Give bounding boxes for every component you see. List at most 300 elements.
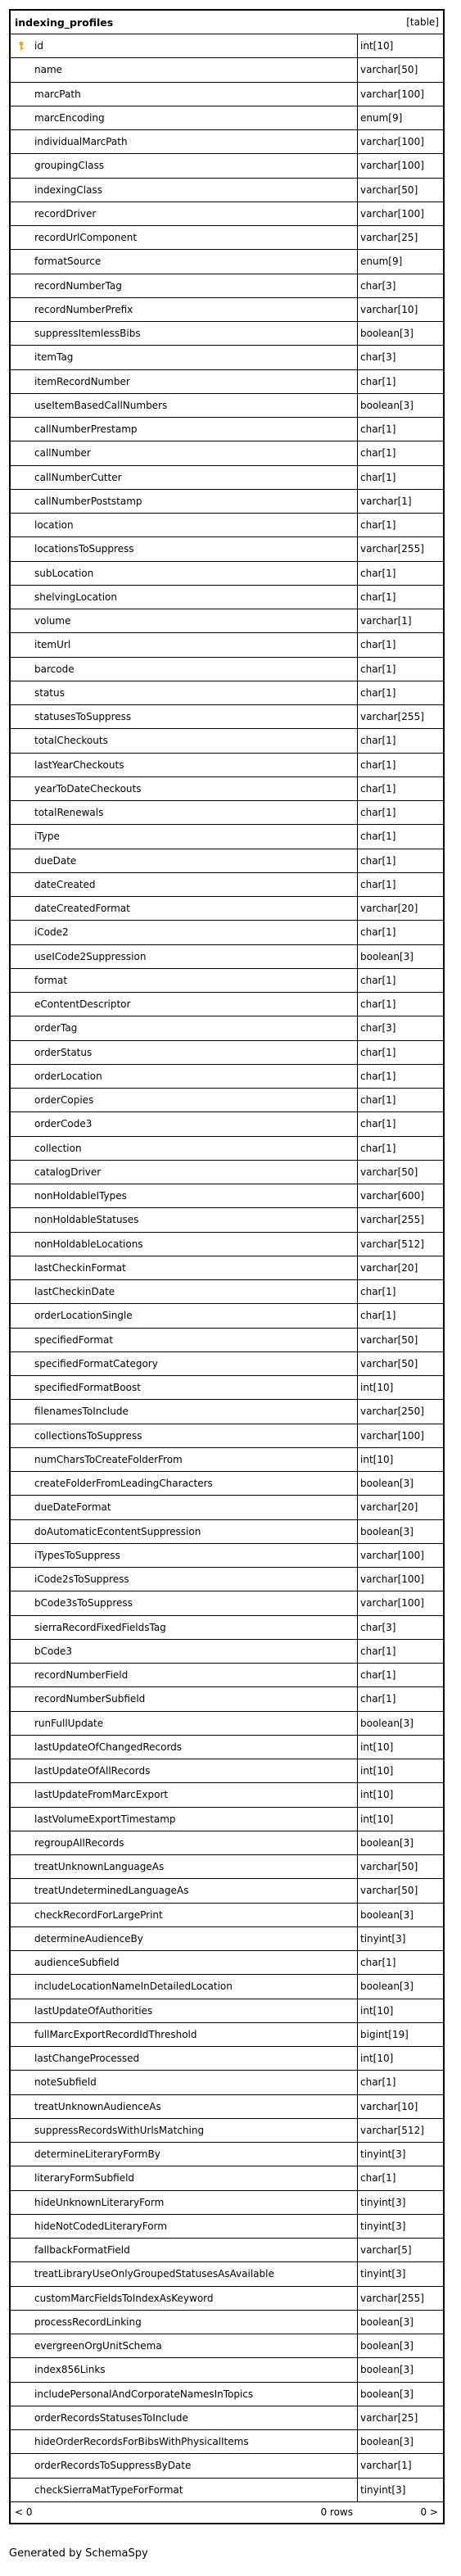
table-row bbox=[11, 609, 443, 632]
column-name-cell bbox=[11, 633, 358, 656]
column-type: bigint[19] bbox=[360, 2028, 409, 2040]
table-row bbox=[11, 2214, 443, 2238]
column-name-cell bbox=[11, 2143, 358, 2166]
column-name-cell bbox=[11, 2095, 358, 2118]
column-type: char[1] bbox=[360, 1046, 396, 1058]
table-row bbox=[11, 1471, 443, 1495]
column-name: formatSource bbox=[34, 256, 102, 268]
column-type: char[1] bbox=[360, 735, 396, 747]
column-type: varchar[100] bbox=[360, 1597, 424, 1609]
table-row bbox=[11, 1711, 443, 1735]
column-name-cell bbox=[11, 1927, 358, 1950]
table-row bbox=[11, 1639, 443, 1663]
table-row bbox=[11, 1974, 443, 1998]
column-type: varchar[1] bbox=[360, 615, 412, 627]
column-type: varchar[100] bbox=[360, 1549, 424, 1561]
column-name-cell bbox=[11, 2406, 358, 2429]
column-name-cell bbox=[11, 202, 358, 225]
column-name: literaryFormSubfield bbox=[34, 2172, 135, 2184]
table-row bbox=[11, 1088, 443, 1111]
table-row bbox=[11, 753, 443, 776]
column-type: char[3] bbox=[360, 279, 396, 292]
column-type: boolean[3] bbox=[360, 328, 414, 340]
table-row bbox=[11, 82, 443, 106]
column-name: audienceSubfield bbox=[34, 1957, 120, 1969]
column-name: dueDateFormat bbox=[34, 1501, 111, 1514]
column-name-cell bbox=[11, 1591, 358, 1614]
column-type: char[3] bbox=[360, 351, 396, 364]
table-row bbox=[11, 1447, 443, 1471]
column-name-cell bbox=[11, 130, 358, 153]
column-name: collection bbox=[34, 1142, 82, 1154]
column-name-cell bbox=[11, 705, 358, 728]
footer-left-cell bbox=[11, 2502, 358, 2523]
table-row bbox=[11, 1064, 443, 1088]
table-row bbox=[11, 274, 443, 297]
column-type: char[1] bbox=[360, 2076, 396, 2089]
column-type: boolean[3] bbox=[360, 1836, 414, 1849]
column-name-cell bbox=[11, 2383, 358, 2406]
generated-by-note: Generated by SchemaSpy bbox=[9, 2547, 148, 2560]
column-type: varchar[100] bbox=[360, 207, 424, 220]
column-name: lastUpdateFromMarcExport bbox=[34, 1789, 169, 1801]
column-name-cell bbox=[11, 1879, 358, 1902]
column-name: lastChangeProcessed bbox=[34, 2053, 140, 2065]
column-type: tinyint[3] bbox=[360, 2220, 406, 2232]
column-name-cell bbox=[11, 2023, 358, 2046]
column-name-cell bbox=[11, 1759, 358, 1782]
column-type: varchar[100] bbox=[360, 136, 424, 148]
table-row bbox=[11, 489, 443, 513]
column-name: runFullUpdate bbox=[34, 1717, 104, 1729]
table-row bbox=[11, 1424, 443, 1447]
table-row bbox=[11, 2406, 443, 2429]
column-name: individualMarcPath bbox=[34, 136, 128, 148]
column-type: boolean[3] bbox=[360, 2364, 414, 2376]
column-name: useItemBasedCallNumbers bbox=[34, 399, 168, 411]
column-type: varchar[50] bbox=[360, 1885, 418, 1897]
column-type: boolean[3] bbox=[360, 1908, 414, 1921]
column-type: varchar[50] bbox=[360, 64, 418, 76]
column-name: evergreenOrgUnitSchema bbox=[34, 2340, 162, 2352]
column-name-cell bbox=[11, 2334, 358, 2357]
column-name: lastUpdateOfChangedRecords bbox=[34, 1741, 183, 1753]
table-row bbox=[11, 1543, 443, 1567]
column-type: varchar[255] bbox=[360, 2292, 424, 2304]
table-row bbox=[11, 1567, 443, 1591]
prev-link[interactable]: < 0 bbox=[15, 2506, 33, 2519]
column-name: lastUpdateOfAllRecords bbox=[34, 1765, 151, 1777]
column-type: enum[9] bbox=[360, 111, 403, 124]
column-name-cell bbox=[11, 562, 358, 585]
next-link[interactable]: 0 > bbox=[420, 2506, 438, 2519]
table-row bbox=[11, 2334, 443, 2357]
table-row bbox=[11, 657, 443, 681]
column-type: char[1] bbox=[360, 998, 396, 1011]
column-type: tinyint[3] bbox=[360, 1932, 406, 1944]
column-name: orderRecordsStatusesToInclude bbox=[34, 2411, 188, 2424]
column-type: varchar[25] bbox=[360, 232, 418, 244]
column-name-cell bbox=[11, 1664, 358, 1686]
column-name-cell bbox=[11, 1016, 358, 1039]
column-name: locationsToSuppress bbox=[34, 543, 134, 555]
column-name-cell bbox=[11, 2262, 358, 2285]
table-row bbox=[11, 1328, 443, 1351]
column-name: bCode3sToSuppress bbox=[34, 1597, 133, 1609]
column-name-cell bbox=[11, 1520, 358, 1543]
column-name: dateCreatedFormat bbox=[34, 903, 130, 915]
column-name: determineAudienceBy bbox=[34, 1932, 143, 1944]
column-type: char[1] bbox=[360, 831, 396, 843]
table-row bbox=[11, 2046, 443, 2070]
column-name: collectionsToSuppress bbox=[34, 1429, 142, 1442]
column-type: char[1] bbox=[360, 782, 396, 795]
table-row bbox=[11, 1831, 443, 1854]
column-type: int[10] bbox=[360, 1453, 394, 1465]
table-row bbox=[11, 153, 443, 177]
table-row bbox=[11, 393, 443, 417]
column-type: char[1] bbox=[360, 1094, 396, 1107]
table-row bbox=[11, 369, 443, 393]
column-name-cell bbox=[11, 370, 358, 393]
column-name-cell bbox=[11, 1951, 358, 1974]
column-name: orderCode3 bbox=[34, 1118, 93, 1130]
column-type: varchar[20] bbox=[360, 903, 418, 915]
column-name: format bbox=[34, 974, 68, 986]
column-type: varchar[10] bbox=[360, 2100, 418, 2112]
column-name-cell bbox=[11, 2454, 358, 2477]
column-name: treatUnknownAudienceAs bbox=[34, 2100, 161, 2112]
column-name: iCode2sToSuppress bbox=[34, 1573, 129, 1586]
table-row bbox=[11, 1495, 443, 1519]
column-name-cell bbox=[11, 897, 358, 920]
column-type: boolean[3] bbox=[360, 2388, 414, 2400]
column-type: varchar[100] bbox=[360, 1573, 424, 1586]
column-type: char[1] bbox=[360, 974, 396, 986]
column-name: specifiedFormat bbox=[34, 1333, 114, 1346]
column-name-cell bbox=[11, 754, 358, 776]
column-name-cell bbox=[11, 945, 358, 968]
column-name: recordNumberPrefix bbox=[34, 303, 133, 315]
column-name: groupingClass bbox=[34, 160, 104, 172]
table-row bbox=[11, 2478, 443, 2501]
column-name-cell bbox=[11, 1065, 358, 1088]
column-type: varchar[100] bbox=[360, 1429, 424, 1442]
table-row bbox=[11, 321, 443, 345]
column-name-cell bbox=[11, 1808, 358, 1831]
column-name-cell bbox=[11, 729, 358, 752]
table-row bbox=[11, 1782, 443, 1806]
table-row bbox=[11, 1759, 443, 1782]
column-name: callNumberPrestamp bbox=[34, 423, 138, 436]
column-name: subLocation bbox=[34, 567, 94, 579]
table-row bbox=[11, 345, 443, 369]
column-name: lastVolumeExportTimestamp bbox=[34, 1813, 176, 1825]
column-type: varchar[255] bbox=[360, 711, 424, 723]
column-name-cell bbox=[11, 1975, 358, 1998]
column-name-cell bbox=[11, 681, 358, 704]
column-type: char[1] bbox=[360, 2172, 396, 2184]
column-name-cell bbox=[11, 346, 358, 369]
column-type: varchar[50] bbox=[360, 1166, 418, 1178]
column-name-cell bbox=[11, 1544, 358, 1567]
column-name-cell bbox=[11, 1424, 358, 1447]
column-name: treatUnknownLanguageAs bbox=[34, 1861, 165, 1873]
column-name: itemUrl bbox=[34, 639, 71, 651]
column-name: volume bbox=[34, 615, 71, 627]
column-type: char[1] bbox=[360, 1669, 396, 1682]
column-type: varchar[255] bbox=[360, 1214, 424, 1226]
column-name-cell bbox=[11, 1304, 358, 1327]
column-name: hideUnknownLiteraryForm bbox=[34, 2196, 165, 2208]
column-name-cell bbox=[11, 2047, 358, 2070]
table-row bbox=[11, 417, 443, 441]
column-name: index856Links bbox=[34, 2364, 106, 2376]
column-name-cell bbox=[11, 586, 358, 609]
column-type: int[10] bbox=[360, 1741, 394, 1753]
table-row bbox=[11, 920, 443, 944]
column-name: treatLibraryUseOnlyGroupedStatusesAsAvailable bbox=[34, 2268, 274, 2280]
column-type: int[10] bbox=[360, 2004, 394, 2017]
table-row bbox=[11, 776, 443, 800]
column-type: char[3] bbox=[360, 1621, 396, 1633]
table-row bbox=[11, 1926, 443, 1950]
table-row bbox=[11, 1686, 443, 1710]
column-type: char[1] bbox=[360, 854, 396, 867]
table-row bbox=[11, 872, 443, 896]
column-name-cell bbox=[11, 969, 358, 992]
column-name-cell bbox=[11, 537, 358, 560]
column-name: totalRenewals bbox=[34, 807, 104, 819]
column-name: orderTag bbox=[34, 1022, 78, 1034]
table-row bbox=[11, 2310, 443, 2334]
column-name: indexingClass bbox=[34, 183, 102, 196]
table-row bbox=[11, 106, 443, 129]
column-name: iCode2 bbox=[34, 926, 69, 939]
column-name-cell bbox=[11, 1448, 358, 1471]
column-type: boolean[3] bbox=[360, 2316, 414, 2328]
column-type: char[1] bbox=[360, 375, 396, 387]
column-name-cell bbox=[11, 1376, 358, 1399]
column-name: recordNumberSubfield bbox=[34, 1693, 146, 1705]
column-name-cell bbox=[11, 1616, 358, 1639]
table-row bbox=[11, 1999, 443, 2022]
table-row bbox=[11, 2261, 443, 2285]
table-row bbox=[11, 249, 443, 273]
table-row bbox=[11, 513, 443, 536]
column-name: itemRecordNumber bbox=[34, 375, 130, 387]
column-name: statusesToSuppress bbox=[34, 711, 132, 723]
column-name-cell bbox=[11, 106, 358, 129]
column-type: char[1] bbox=[360, 663, 396, 675]
column-name: name bbox=[34, 64, 63, 76]
column-name-cell bbox=[11, 2479, 358, 2501]
column-type: varchar[1] bbox=[360, 2460, 412, 2472]
column-name-cell bbox=[11, 2166, 358, 2189]
table-header bbox=[11, 11, 443, 34]
column-name-cell bbox=[11, 1112, 358, 1135]
column-name-cell bbox=[11, 849, 358, 872]
column-name-cell bbox=[11, 1855, 358, 1878]
column-type: char[1] bbox=[360, 567, 396, 579]
table-row bbox=[11, 2022, 443, 2046]
table-row bbox=[11, 2286, 443, 2310]
column-name: dueDate bbox=[34, 854, 77, 867]
column-name: nonHoldableITypes bbox=[34, 1190, 127, 1202]
column-name-cell bbox=[11, 801, 358, 824]
table-row bbox=[11, 1256, 443, 1279]
column-name-cell bbox=[11, 58, 358, 81]
column-type: varchar[20] bbox=[360, 1501, 418, 1514]
table-row bbox=[11, 849, 443, 872]
column-name-cell bbox=[11, 322, 358, 345]
table-row bbox=[11, 704, 443, 728]
column-name: orderLocation bbox=[34, 1070, 102, 1082]
column-name-cell bbox=[11, 154, 358, 177]
column-type: varchar[100] bbox=[360, 88, 424, 100]
column-name: itemTag bbox=[34, 351, 74, 364]
table-row bbox=[11, 2094, 443, 2118]
column-type: char[1] bbox=[360, 878, 396, 890]
column-name-cell bbox=[11, 1831, 358, 1854]
table-row bbox=[11, 2142, 443, 2166]
column-type: int[10] bbox=[360, 40, 394, 52]
column-name-cell bbox=[11, 83, 358, 106]
column-name-cell bbox=[11, 394, 358, 417]
column-type: tinyint[3] bbox=[360, 2148, 406, 2161]
columns-list bbox=[11, 34, 443, 2501]
table-row bbox=[11, 441, 443, 464]
column-type: int[10] bbox=[360, 2053, 394, 2065]
table-row bbox=[11, 824, 443, 848]
table-row bbox=[11, 1040, 443, 1064]
column-name-cell bbox=[11, 2287, 358, 2310]
column-name-cell bbox=[11, 1472, 358, 1495]
column-name-cell bbox=[11, 873, 358, 896]
row-count: 0 rows bbox=[320, 2506, 353, 2519]
column-name: createFolderFromLeadingCharacters bbox=[34, 1478, 213, 1490]
column-name: checkRecordForLargePrint bbox=[34, 1908, 163, 1921]
column-name: recordDriver bbox=[34, 207, 97, 220]
column-name: orderCopies bbox=[34, 1094, 94, 1107]
column-name-cell bbox=[11, 2311, 358, 2334]
column-type: char[1] bbox=[360, 758, 396, 771]
column-name-cell bbox=[11, 777, 358, 800]
column-name-cell bbox=[11, 2071, 358, 2094]
column-type: varchar[50] bbox=[360, 1861, 418, 1873]
table-row bbox=[11, 728, 443, 752]
column-type: varchar[20] bbox=[360, 1261, 418, 1274]
column-name-cell bbox=[11, 1904, 358, 1926]
table-row bbox=[11, 57, 443, 81]
table-row bbox=[11, 1854, 443, 1878]
column-type: varchar[50] bbox=[360, 183, 418, 196]
column-name-cell bbox=[11, 1184, 358, 1207]
column-name: fullMarcExportRecordIdThreshold bbox=[34, 2028, 197, 2040]
column-name: nonHoldableLocations bbox=[34, 1238, 143, 1250]
table-row bbox=[11, 1591, 443, 1614]
column-name-cell bbox=[11, 298, 358, 321]
column-name: iTypesToSuppress bbox=[34, 1549, 120, 1561]
column-name-cell bbox=[11, 2239, 358, 2261]
table-row bbox=[11, 968, 443, 992]
table-row bbox=[11, 1807, 443, 1831]
column-name: processRecordLinking bbox=[34, 2316, 142, 2328]
column-name: lastYearCheckouts bbox=[34, 758, 124, 771]
table-row bbox=[11, 944, 443, 968]
column-name-cell bbox=[11, 2358, 358, 2381]
column-type: varchar[10] bbox=[360, 303, 418, 315]
column-type: boolean[3] bbox=[360, 399, 414, 411]
column-name: noteSubfield bbox=[34, 2076, 97, 2089]
column-name: location bbox=[34, 519, 74, 532]
table-row bbox=[11, 465, 443, 489]
column-type: char[1] bbox=[360, 591, 396, 603]
column-name: catalogDriver bbox=[34, 1166, 102, 1178]
table-row bbox=[11, 2190, 443, 2214]
column-name-cell bbox=[11, 1999, 358, 2022]
column-name: dateCreated bbox=[34, 878, 96, 890]
column-name: status bbox=[34, 686, 65, 699]
column-name-cell bbox=[11, 1640, 358, 1663]
column-name: specifiedFormatBoost bbox=[34, 1382, 141, 1394]
table-row bbox=[11, 1399, 443, 1423]
column-name-cell bbox=[11, 2215, 358, 2238]
key-icon bbox=[16, 41, 26, 51]
column-name: hideNotCodedLiteraryForm bbox=[34, 2220, 167, 2232]
column-name: yearToDateCheckouts bbox=[34, 782, 142, 795]
column-name: includeLocationNameInDetailedLocation bbox=[34, 1981, 233, 1993]
column-name: callNumberPoststamp bbox=[34, 495, 142, 507]
column-type: boolean[3] bbox=[360, 1717, 414, 1729]
table-row bbox=[11, 178, 443, 201]
column-name: shelvingLocation bbox=[34, 591, 117, 603]
table-row bbox=[11, 1279, 443, 1303]
column-name: lastUpdateOfAuthorities bbox=[34, 2004, 153, 2017]
table-row bbox=[11, 1111, 443, 1135]
column-name-cell bbox=[11, 179, 358, 201]
column-name-cell bbox=[11, 1687, 358, 1710]
table-row bbox=[11, 1303, 443, 1327]
column-name: regroupAllRecords bbox=[34, 1836, 124, 1849]
table-row bbox=[11, 297, 443, 321]
column-type: char[1] bbox=[360, 1693, 396, 1705]
column-type: int[10] bbox=[360, 1382, 394, 1394]
column-name-cell bbox=[11, 921, 358, 944]
column-name: lastCheckinFormat bbox=[34, 1261, 126, 1274]
column-type: char[1] bbox=[360, 639, 396, 651]
table-row bbox=[11, 1136, 443, 1160]
table-row bbox=[11, 2429, 443, 2453]
schema-table bbox=[9, 9, 445, 2524]
column-name-cell bbox=[11, 1496, 358, 1519]
column-type: char[1] bbox=[360, 423, 396, 436]
column-name-cell bbox=[11, 466, 358, 489]
column-name-cell bbox=[11, 993, 358, 1016]
column-type: boolean[3] bbox=[360, 2340, 414, 2352]
column-name-cell bbox=[11, 1400, 358, 1423]
column-type: char[1] bbox=[360, 1957, 396, 1969]
column-name: id bbox=[34, 40, 43, 52]
column-name-cell bbox=[11, 1041, 358, 1064]
column-type: varchar[250] bbox=[360, 1406, 424, 1418]
column-name-cell bbox=[11, 2430, 358, 2453]
column-name: totalCheckouts bbox=[34, 735, 108, 747]
table-row bbox=[11, 1016, 443, 1039]
column-name: recordUrlComponent bbox=[34, 232, 138, 244]
table-row bbox=[11, 681, 443, 704]
column-type: varchar[1] bbox=[360, 495, 412, 507]
